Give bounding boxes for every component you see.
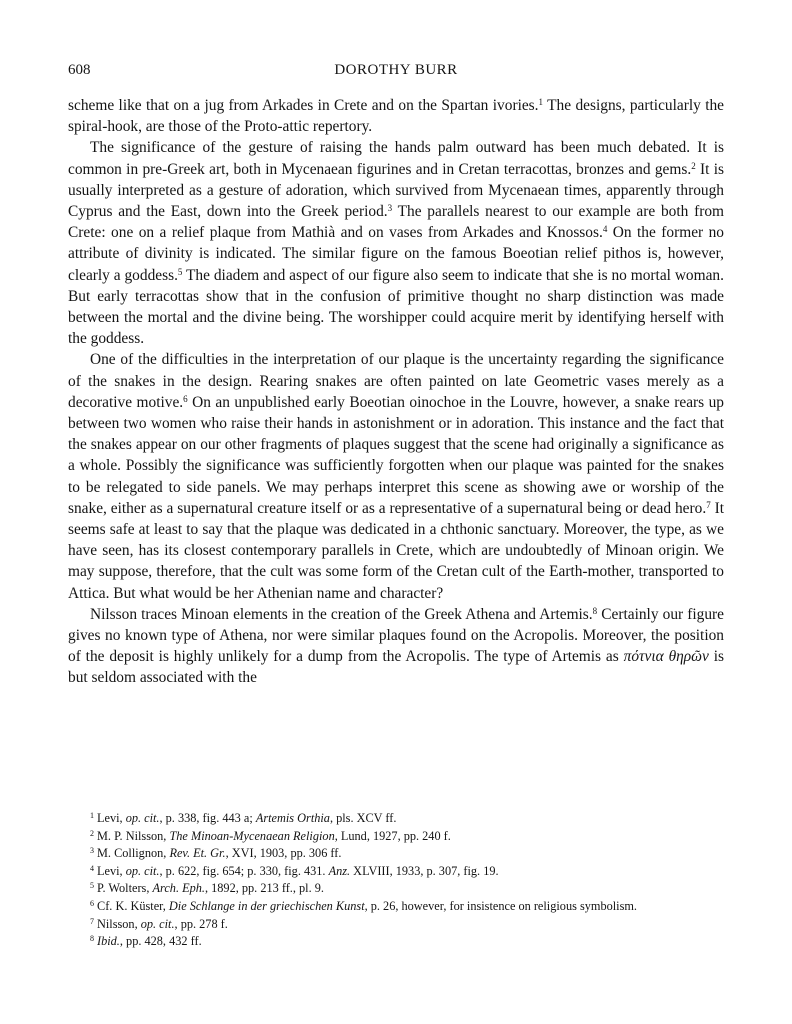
- footnote-text: , pp. 428, 432 ff.: [119, 934, 202, 949]
- footnote-text: Levi,: [97, 863, 126, 878]
- paragraph: [68, 349, 724, 603]
- footnote-text: The Minoan-Mycenaean Religion: [169, 828, 335, 843]
- text-run: Nilsson traces Minoan elements in the creation of the Greek Athena and Artemis.: [90, 605, 593, 623]
- text-run: The parallels nearest to our example are both from Crete: one on a relief plaque from Mathià and on vases from Arkades and Knossos.: [68, 203, 724, 242]
- footnote-text: XLVIII, 1933, p. 307, fig. 19.: [350, 863, 499, 878]
- footnote-number: 7: [90, 916, 94, 926]
- footnote-text: Anz.: [328, 863, 351, 878]
- footnote-text: Levi,: [97, 811, 126, 825]
- footnote-number: 3: [90, 846, 94, 856]
- text-run: scheme like that on a jug from Arkades in Crete and on the Spartan ivories.: [68, 97, 539, 114]
- footnote-text: M. P. Nilsson,: [97, 828, 170, 843]
- footnote-number: 6: [90, 898, 94, 908]
- footnote-text: op. cit.: [125, 811, 160, 825]
- footnote-text: Cf. K. Küster,: [97, 898, 169, 913]
- page-header: [68, 62, 724, 82]
- footnotes: [68, 810, 724, 951]
- footnote: [68, 933, 724, 951]
- footnote-text: Rev. Et. Gr.: [169, 846, 226, 861]
- text-run: One of the difficulties in the interpretation of our plaque is the uncertainty regarding the significance of the snakes in the design. Rearing snakes are often painted on late Geometric vases merely as a decorative motive.: [68, 351, 724, 411]
- footnote-text: op. cit.: [125, 863, 160, 878]
- footnote-text: M. Collignon,: [97, 846, 170, 861]
- footnote-ref: 6: [183, 393, 188, 404]
- text-run: It seems safe at least to say that the plaque was dedicated in a chthonic sanctuary. Moreover, the type, as we have seen, has its closest contemporary parallels in Crete, which are undoubtedly of Minoan origin. We may suppose, therefore, that the cult was some form of the Cretan cult of the Earth-mother, transported to Attica. But what would be her Athenian name and character?: [68, 499, 724, 602]
- footnote-text: , p. 26, however, for insistence on religious symbolism.: [364, 898, 638, 913]
- text-run: The designs, particularly the spiral-hook, are those of the Proto-attic repertory.: [68, 97, 724, 136]
- paragraph: [68, 95, 724, 137]
- footnote: [68, 810, 724, 828]
- footnote-text: P. Wolters,: [97, 881, 153, 896]
- text-run: is but seldom associated with the: [68, 648, 724, 687]
- footnote: [68, 863, 724, 881]
- footnote-ref: 5: [177, 266, 183, 277]
- text-run: On the former no attribute of divinity is indicated. The similar figure on the famous Boeotian relief pithos is, however, clearly a goddess.: [68, 224, 724, 284]
- footnote-ref: 8: [592, 605, 598, 616]
- footnote-number: 4: [90, 863, 94, 873]
- footnote-text: Ibid.: [97, 934, 120, 949]
- footnote-number: 8: [90, 934, 94, 944]
- page-number: 608: [68, 62, 91, 78]
- footnote-ref: 3: [387, 203, 393, 214]
- footnote-number: 2: [90, 828, 94, 838]
- footnote-text: Arch. Eph.: [152, 881, 205, 896]
- paragraph: [68, 137, 724, 349]
- greek-phrase: πότνια θηρῶν: [623, 648, 709, 666]
- body-text: [68, 95, 724, 689]
- footnote-text: , pls. XCV ff.: [329, 811, 397, 825]
- footnote: [68, 898, 724, 916]
- footnote-text: , Lund, 1927, pp. 240 f.: [334, 828, 451, 843]
- text-run: It is usually interpreted as a gesture of adoration, which survived from Mycenaean times, apparently through Cyprus and the East, down into the Greek period.: [68, 160, 724, 221]
- footnote-ref: 2: [691, 160, 696, 171]
- text-run: The diadem and aspect of our figure also seem to indicate that she is no mortal woman. But early terracottas show that in the confusion of primitive thought no sharp distinction was made between the mortal and the divine being. The worshipper could acquire merit by identifying herself with the goddess.: [68, 266, 724, 348]
- text-run: On an unpublished early Boeotian oinochoe in the Louvre, however, a snake rears up between two women who raise their hands in astonishment or in adoration. This instance and the fact that the snakes appear on our other fragments of plaques suggest that the scene had originally a significance as a whole. Possibly the significance was sufficiently forgotten when our plaque was painted for the snakes to be relegated to side panels. We may perhaps interpret this scene as showing awe or worship of the snake, either as a supernatural creature itself or as a representative of a supernatural being or dead hero.: [68, 393, 724, 517]
- footnote-ref: 4: [602, 224, 608, 235]
- footnote-text: , pp. 278 f.: [174, 916, 228, 931]
- footnote-text: , p. 338, fig. 443 a;: [159, 811, 256, 825]
- footnote-text: , 1892, pp. 213 ff., pl. 9.: [204, 881, 324, 896]
- footnote-text: , XVI, 1903, pp. 306 ff.: [225, 846, 342, 861]
- text-run: The significance of the gesture of raising the hands palm outward has been much debated. It is common in pre-Greek art, both in Mycenaean figurines and in Cretan terracottas, bronzes and gems.: [68, 139, 724, 178]
- running-head: DOROTHY BURR: [334, 62, 458, 78]
- footnote-ref: 1: [538, 97, 544, 107]
- footnote-text: Artemis Orthia: [255, 811, 330, 825]
- footnote-text: Die Schlange in der griechischen Kunst: [168, 898, 365, 913]
- footnote-text: Nilsson,: [97, 916, 141, 931]
- paragraph: [68, 604, 724, 689]
- footnote-number: 5: [90, 881, 94, 891]
- text-run: Certainly our figure gives no known type of Athena, nor were similar plaques found on the Acropolis. Moreover, the position of the deposit is highly unlikely for a dump from the Acropolis. The type of Artemis as: [68, 605, 724, 666]
- footnote-text: op. cit.: [140, 916, 175, 931]
- footnote: [68, 916, 724, 934]
- footnote: [68, 828, 724, 846]
- footnote-ref: 7: [706, 499, 711, 510]
- footnote-number: 1: [90, 811, 94, 820]
- footnote: [68, 880, 724, 898]
- footnote-text: , p. 622, fig. 654; p. 330, fig. 431.: [159, 863, 329, 878]
- footnote: [68, 845, 724, 863]
